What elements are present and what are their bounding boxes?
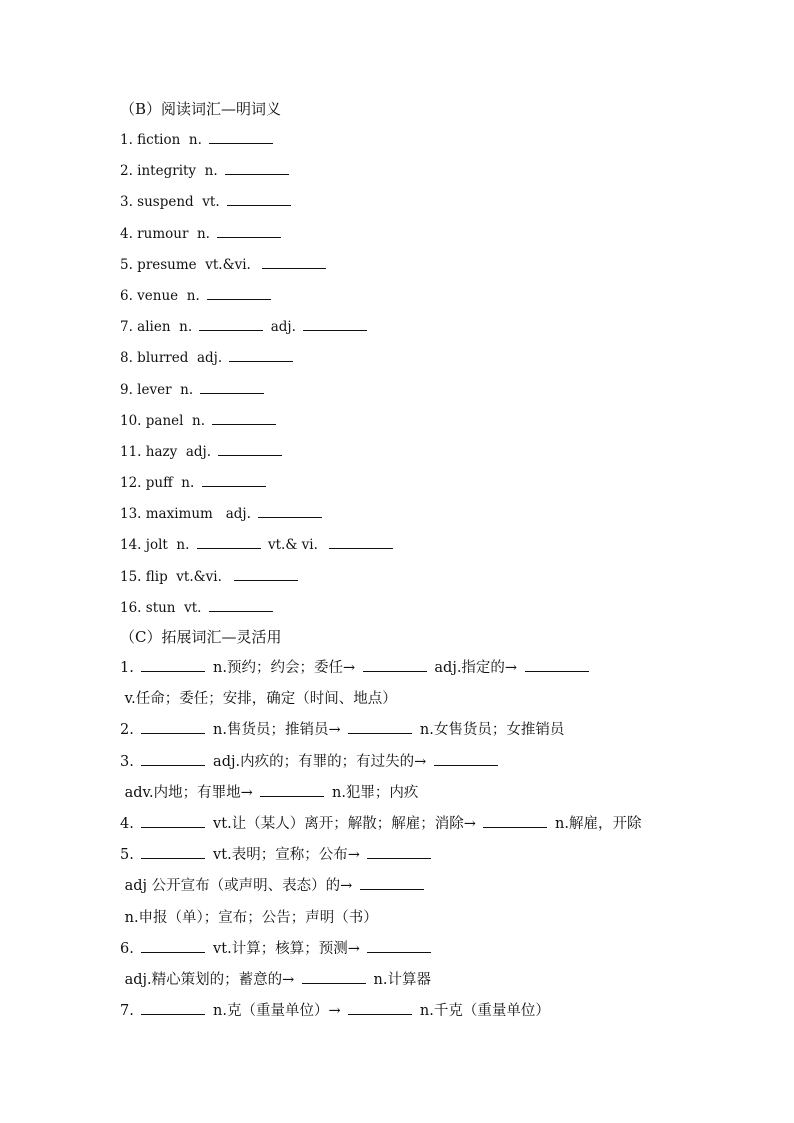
vocab-item [120,597,680,619]
item-text: vt.计算；核算；预测→ [208,940,365,957]
answer-blank[interactable] [229,347,293,362]
item-text: 3. [120,753,139,770]
item-text: 4. rumour n. [120,225,215,242]
item-text: 5. presume vt.&vi. [120,256,260,273]
item-text: n.售货员；推销员→ [208,722,346,739]
item-text: adj 公开宣布（或声明、表态）的→ [120,878,357,895]
answer-blank[interactable] [262,254,326,269]
item-text: 9. lever n. [120,381,198,398]
answer-blank[interactable] [141,751,205,766]
item-text: 3. suspend vt. [120,194,224,211]
item-text: n.犯罪；内疚 [327,784,419,801]
answer-blank[interactable] [525,657,589,672]
answer-blank[interactable] [367,844,431,859]
extension-item [120,840,680,934]
answer-blank[interactable] [141,719,205,734]
item-text: 5. [120,847,139,864]
extension-item [120,996,680,1027]
section-b-heading: （B）阅读词汇—明词义 [120,100,282,118]
item-text: 15. flip vt.&vi. [120,568,231,585]
item-text: n.解雇，开除 [550,816,642,833]
answer-blank[interactable] [197,534,261,549]
answer-blank[interactable] [141,1000,205,1015]
answer-blank[interactable] [200,379,264,394]
item-text: 13. maximum adj. [120,506,256,523]
vocab-item [120,191,680,213]
answer-blank[interactable] [218,441,282,456]
item-text: 12. puff n. [120,475,199,492]
answer-blank[interactable] [217,223,281,238]
item-text: 4. [120,816,139,833]
vocab-item [120,534,680,556]
section-c-heading: （C）拓展词汇—灵活用 [120,628,282,646]
answer-blank[interactable] [363,657,427,672]
answer-blank[interactable] [141,938,205,953]
item-text: n.计算器 [368,972,431,989]
item-text: 2. [120,722,139,739]
answer-blank[interactable] [367,938,431,953]
vocab-item [120,160,680,182]
item-text: 14. jolt n. [120,537,194,554]
answer-blank[interactable] [260,782,324,797]
item-text: vt.& vi. [263,537,327,554]
page-content [120,98,680,1027]
answer-blank[interactable] [209,597,273,612]
vocab-item [120,347,680,369]
item-text: 10. panel n. [120,412,210,429]
vocab-item [120,316,680,338]
item-text: 6. [120,940,139,957]
item-text: v.任命；委任；安排，确定（时间、地点） [120,691,397,708]
vocab-item [120,410,680,432]
answer-blank[interactable] [348,719,412,734]
vocab-item [120,441,680,463]
extension-item [120,715,680,746]
vocab-item [120,285,680,307]
vocab-item [120,129,680,151]
item-text: 2. integrity n. [120,163,222,180]
answer-blank[interactable] [209,129,273,144]
item-text: 1. [120,660,139,676]
item-text: 11. hazy adj. [120,443,216,460]
vocab-item [120,379,680,401]
answer-blank[interactable] [348,1000,412,1015]
answer-blank[interactable] [303,316,367,331]
vocab-item [120,503,680,525]
vocab-item [120,223,680,245]
extension-item [120,653,680,715]
item-text: n.预约；约会；委任→ [208,660,360,676]
item-text: 1. fiction n. [120,132,207,148]
item-text: n.千克（重量单位） [415,1003,550,1020]
item-text: adv.内地；有罪地→ [120,784,258,801]
answer-blank[interactable] [199,316,263,331]
item-text: n.女售货员；女推销员 [415,722,565,739]
item-text: 7. alien n. [120,319,197,336]
answer-blank[interactable] [207,285,271,300]
section-c-list [120,653,680,1027]
vocab-item [120,472,680,494]
item-text: 7. [120,1003,139,1020]
answer-blank[interactable] [483,813,547,828]
answer-blank[interactable] [202,472,266,487]
answer-blank[interactable] [212,410,276,425]
answer-blank[interactable] [141,657,205,672]
item-text: vt.让（某人）离开；解散；解雇；消除→ [208,816,481,833]
item-text: 6. venue n. [120,287,205,304]
extension-item [120,809,680,840]
item-text: n.克（重量单位）→ [208,1003,346,1020]
extension-item [120,934,680,996]
extension-item [120,747,680,809]
item-text: n.申报（单）；宣布；公告；声明（书） [120,909,378,926]
item-text: adj.指定的→ [429,660,522,676]
item-text: adj.内疚的；有罪的；有过失的→ [208,753,431,770]
item-text: vt.表明；宣称；公布→ [208,847,365,864]
section-b-list [120,129,680,619]
answer-blank[interactable] [141,844,205,859]
item-text: adj.精心策划的；蓄意的→ [120,972,299,989]
vocab-item [120,566,680,588]
answer-blank[interactable] [234,566,298,581]
answer-blank[interactable] [258,503,322,518]
answer-blank[interactable] [227,191,291,206]
answer-blank[interactable] [434,751,498,766]
answer-blank[interactable] [360,875,424,890]
answer-blank[interactable] [302,969,366,984]
answer-blank[interactable] [329,534,393,549]
answer-blank[interactable] [141,813,205,828]
item-text: adj. [266,319,301,336]
item-text: 8. blurred adj. [120,350,227,367]
answer-blank[interactable] [225,160,289,175]
vocab-item [120,254,680,276]
item-text: 16. stun vt. [120,599,206,616]
